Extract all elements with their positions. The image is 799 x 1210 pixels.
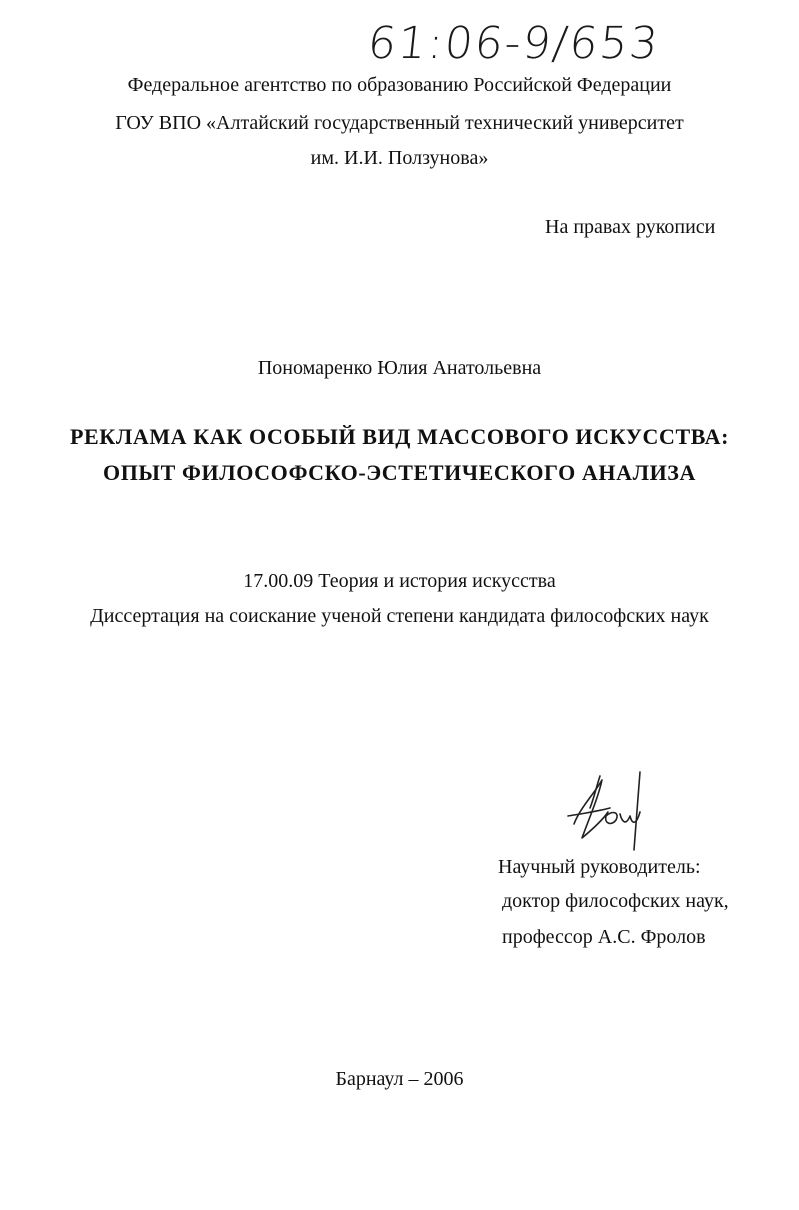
advisor-name: профессор А.С. Фролов: [502, 926, 706, 948]
city-year: Барнаул – 2006: [335, 1068, 464, 1090]
archive-stamp-number: 61:06-9/653: [365, 18, 663, 69]
dissertation-type: Диссертация на соискание ученой степени кандидата философских наук: [90, 605, 709, 627]
university-line-1: ГОУ ВПО «Алтайский государственный технический университет: [115, 112, 684, 134]
author-name: Пономаренко Юлия Анатольевна: [257, 357, 542, 379]
handwritten-signature-icon: [560, 768, 670, 863]
manuscript-rights: На правах рукописи: [545, 216, 716, 238]
thesis-title-line-2: ОПЫТ ФИЛОСОФСКО-ЭСТЕТИЧЕСКОГО АНАЛИЗА: [103, 460, 696, 485]
thesis-title-line-1: РЕКЛАМА КАК ОСОБЫЙ ВИД МАССОВОГО ИСКУССТВА:: [69, 424, 730, 449]
advisor-label: Научный руководитель:: [498, 856, 701, 878]
university-line-2: им. И.И. Ползунова»: [310, 147, 489, 169]
advisor-degree: доктор философских наук,: [502, 890, 729, 912]
agency-line: Федеральное агентство по образованию Российской Федерации: [127, 74, 672, 96]
specialty-code: 17.00.09 Теория и история искусства: [243, 570, 556, 592]
